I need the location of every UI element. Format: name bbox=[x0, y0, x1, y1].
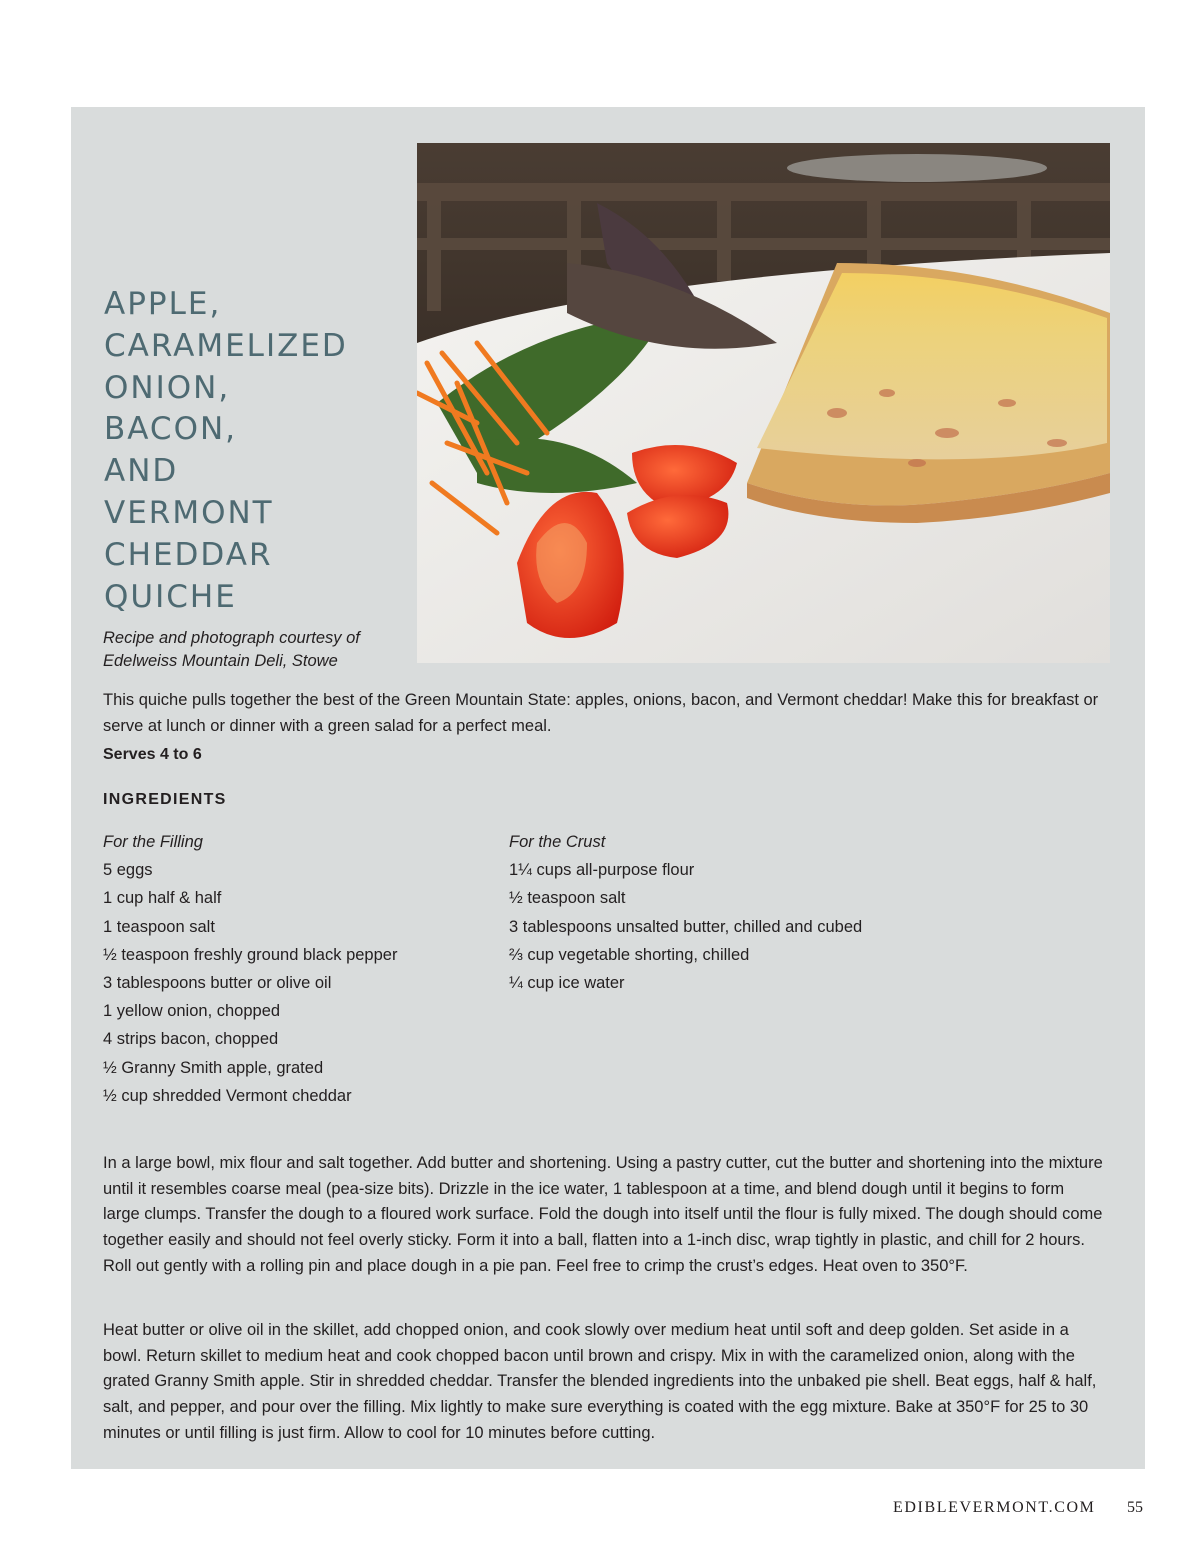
ingredients-heading: INGREDIENTS bbox=[103, 791, 227, 808]
recipe-title bbox=[104, 284, 404, 618]
title-line: VERMONT bbox=[104, 494, 274, 531]
photo-credit bbox=[103, 627, 413, 673]
ingredient-item: 1 cup half & half bbox=[103, 889, 222, 908]
filling-ingredients bbox=[103, 828, 483, 1110]
title-line: APPLE, bbox=[104, 286, 222, 322]
quiche-photo bbox=[417, 143, 1110, 663]
ingredient-item: 4 strips bacon, chopped bbox=[103, 1030, 279, 1049]
crust-heading: For the Crust bbox=[509, 833, 606, 851]
intro-paragraph: This quiche pulls together the best of the Green Mountain State: apples, onions, bacon, and Vermont cheddar! Make this for breakfast or serve at lunch or dinner with a green salad for a perfect meal. bbox=[103, 691, 1099, 735]
ingredient-item: 1 teaspoon salt bbox=[103, 917, 215, 936]
instructions-filling: Heat butter or olive oil in the skillet, add chopped onion, and cook slowly over medium heat until soft and deep golden. Set aside in a bowl. Return skillet to medium heat and cook chopped bacon until brown and crispy. Mix in with the caramelized onion, along with the grated Granny Smith apple. Stir in shredded cheddar. Transfer the blended ingredients into the unbaked pie shell. Beat eggs, half & half, salt, and pepper, and pour over the filling. Mix lightly to make sure everything is coated with the egg mixture. Bake at 350°F for 25 to 30 minutes or until filling is just firm. Allow to cool for 10 minutes before cutting. bbox=[103, 1321, 1097, 1442]
crust-ingredients bbox=[509, 828, 949, 997]
ingredient-item: ½ Granny Smith apple, grated bbox=[103, 1058, 324, 1077]
ingredient-item: 5 eggs bbox=[103, 861, 153, 880]
filling-heading: For the Filling bbox=[103, 833, 203, 851]
title-line: QUICHE bbox=[104, 578, 237, 615]
ingredient-item: 3 tablespoons butter or olive oil bbox=[103, 973, 332, 992]
footer-site: EDIBLEVERMONT.COM bbox=[893, 1499, 1096, 1516]
title-line: AND bbox=[104, 453, 179, 490]
ingredient-item: ½ teaspoon freshly ground black pepper bbox=[103, 945, 398, 964]
title-line: ONION, bbox=[104, 369, 231, 406]
ingredient-item: 1¼ cups all-purpose flour bbox=[509, 861, 695, 880]
ingredient-item: ½ teaspoon salt bbox=[509, 889, 626, 908]
title-line: CHEDDAR bbox=[104, 536, 273, 573]
ingredient-item: ¼ cup ice water bbox=[509, 973, 625, 992]
title-line: BACON, bbox=[104, 411, 238, 448]
credit-line: Edelweiss Mountain Deli, Stowe bbox=[103, 652, 338, 670]
instructions-crust: In a large bowl, mix flour and salt together. Add butter and shortening. Using a pastry cutter, cut the butter and shortening into the mixture until it resembles coarse meal (pea-size bits). Drizzle in the ice water, 1 tablespoon at a time, and blend dough until it begins to form large clumps. Transfer the dough to a floured work surface. Fold the dough into itself until the flour is fully mixed. The dough should come together easily and should not feel overly sticky. Form it into a ball, flatten into a 1-inch disc, wrap tightly in plastic, and chill for 2 hours. Roll out gently with a rolling pin and place dough in a pie pan. Feel free to crimp the crust’s edges. Heat oven to 350°F. bbox=[103, 1154, 1103, 1275]
ingredient-item: ½ cup shredded Vermont cheddar bbox=[103, 1086, 352, 1105]
ingredient-item: 3 tablespoons unsalted butter, chilled and cubed bbox=[509, 917, 863, 936]
ingredient-item: ⅔ cup vegetable shorting, chilled bbox=[509, 945, 750, 964]
title-line: CARAMELIZED bbox=[104, 327, 348, 364]
page-number: 55 bbox=[1127, 1499, 1143, 1516]
serves-label: Serves 4 to 6 bbox=[103, 746, 202, 763]
credit-line: Recipe and photograph courtesy of bbox=[103, 629, 360, 647]
ingredient-item: 1 yellow onion, chopped bbox=[103, 1002, 281, 1021]
